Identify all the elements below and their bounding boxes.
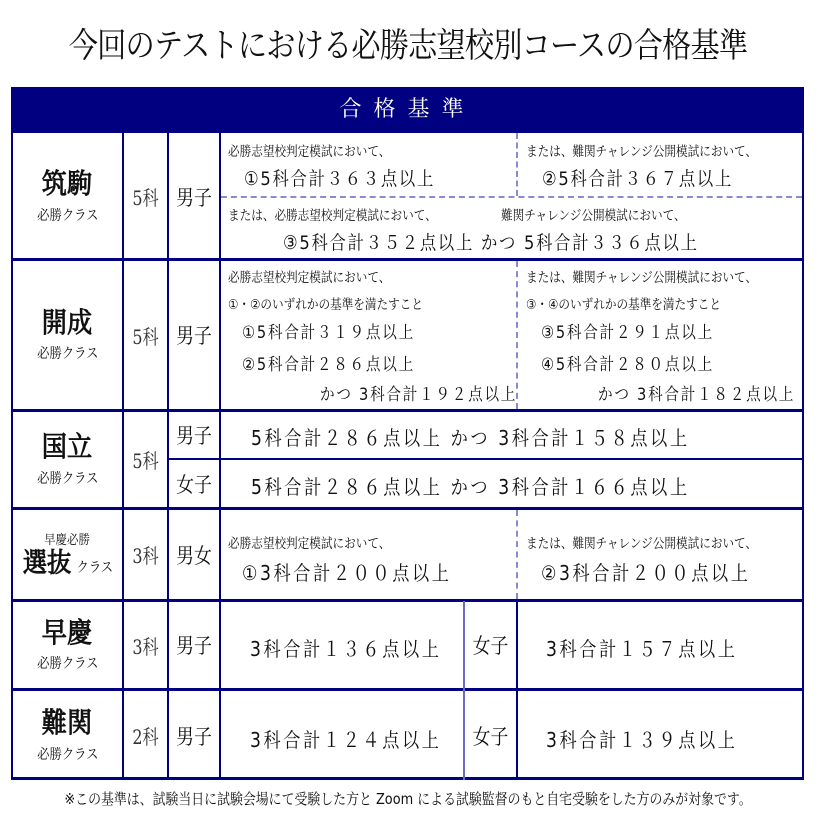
condition-text: ①・②のいずれかの基準を満たすこと bbox=[228, 297, 423, 313]
criterion-text: ④5科合計２８０点以上 bbox=[541, 355, 714, 375]
col-divider bbox=[516, 601, 518, 780]
criterion-text: 3科合計１２４点以上 bbox=[250, 728, 442, 752]
footnote: ※この基準は、試験当日に試験会場にて受験した方と Zoom による試験監督のもと自宅受験をした方のみが対象です。 bbox=[64, 790, 752, 808]
gender-label: 女子 bbox=[176, 472, 212, 497]
class-label: 必勝クラス bbox=[36, 656, 99, 673]
dashed-divider bbox=[221, 196, 802, 198]
gender-label: 男子 bbox=[176, 185, 212, 210]
table-header: 合格基準 bbox=[11, 87, 804, 133]
subject-count: 3科 bbox=[132, 634, 159, 659]
school-name: 難関 bbox=[42, 706, 93, 740]
criterion-text: 3科合計１３９点以上 bbox=[546, 728, 738, 752]
school-senbatsu bbox=[13, 510, 122, 599]
criterion-text: ②5科合計３６７点以上 bbox=[542, 168, 734, 190]
gender-label: 男子 bbox=[176, 424, 212, 448]
school-kaisei bbox=[13, 261, 122, 409]
top-label: 早慶必勝 bbox=[44, 533, 91, 549]
col-divider bbox=[167, 133, 169, 780]
gender-label: 男女 bbox=[176, 543, 212, 568]
row-divider bbox=[168, 458, 802, 460]
condition-text: 必勝志望校判定模試において、 bbox=[228, 144, 391, 160]
condition-text: 必勝志望校判定模試において、 bbox=[228, 270, 391, 286]
class-label: 必勝クラス bbox=[36, 470, 99, 487]
subject-count: 3科 bbox=[132, 544, 159, 568]
criterion-text: ③5科合計３５２点以上 かつ 5科合計３３６点以上 bbox=[283, 232, 699, 254]
criterion-text: ③5科合計２９１点以上 bbox=[541, 323, 714, 343]
gender-label: 男子 bbox=[176, 634, 212, 658]
criterion-text: ①5科合計３６３点以上 bbox=[244, 168, 436, 190]
subject-count: 2科 bbox=[132, 725, 159, 749]
col-divider bbox=[463, 601, 465, 780]
criterion-text: ①5科合計３１９点以上 bbox=[242, 323, 415, 343]
col-divider bbox=[219, 133, 221, 780]
subject-count: 5科 bbox=[132, 324, 159, 349]
condition-text: または、難関チャレンジ公開模試において、 bbox=[526, 536, 758, 552]
criterion-text: かつ 3科合計１９２点以上 bbox=[320, 385, 518, 405]
school-name: 選抜 bbox=[22, 548, 72, 580]
school-name: 国立 bbox=[42, 430, 93, 464]
school-name: 早慶 bbox=[42, 615, 93, 649]
subject-count: 5科 bbox=[132, 449, 159, 473]
condition-text: 必勝志望校判定模試において、 bbox=[228, 536, 391, 552]
school-kokuritsu bbox=[13, 412, 122, 507]
condition-text: 難関チャレンジ公開模試において、 bbox=[501, 208, 686, 224]
class-label: 必勝クラス bbox=[36, 207, 99, 224]
condition-text: または、必勝志望校判定模試において、 bbox=[228, 208, 437, 224]
criterion-text: 5科合計２８６点以上 かつ 3科合計１６６点以上 bbox=[251, 475, 690, 499]
dashed-divider bbox=[516, 510, 518, 599]
gender-label: 男子 bbox=[176, 324, 212, 348]
class-label: 必勝クラス bbox=[36, 346, 99, 363]
criterion-text: 3科合計１５７点以上 bbox=[546, 637, 738, 661]
school-nankan bbox=[13, 691, 122, 780]
school-name: 開成 bbox=[42, 305, 93, 339]
gender-label: 女子 bbox=[472, 634, 509, 658]
class-label: クラス bbox=[76, 560, 113, 577]
condition-text: または、難関チャレンジ公開模試において、 bbox=[526, 270, 758, 286]
page-title: 今回のテストにおける必勝志望校別コースの合格基準 bbox=[68, 26, 748, 66]
criterion-text: ②5科合計２８６点以上 bbox=[242, 355, 415, 375]
criterion-text: ②3科合計２００点以上 bbox=[541, 561, 751, 585]
gender-label: 男子 bbox=[176, 724, 212, 749]
school-sokei bbox=[13, 602, 122, 688]
school-tsukukoma bbox=[13, 135, 122, 258]
class-label: 必勝クラス bbox=[36, 746, 99, 763]
school-name: 筑駒 bbox=[42, 167, 93, 201]
subject-count: 5科 bbox=[132, 186, 159, 210]
criterion-text: ①3科合計２００点以上 bbox=[242, 561, 452, 585]
dashed-divider bbox=[516, 133, 518, 196]
gender-label: 女子 bbox=[472, 724, 509, 749]
col-divider bbox=[122, 133, 124, 780]
criterion-text: かつ 3科合計１８２点以上 bbox=[598, 385, 796, 405]
condition-text: ③・④のいずれかの基準を満たすこと bbox=[526, 297, 721, 313]
criterion-text: 5科合計２８６点以上 かつ 3科合計１５８点以上 bbox=[251, 426, 690, 450]
condition-text: または、難関チャレンジ公開模試において、 bbox=[526, 144, 758, 160]
criterion-text: 3科合計１３６点以上 bbox=[250, 637, 442, 661]
